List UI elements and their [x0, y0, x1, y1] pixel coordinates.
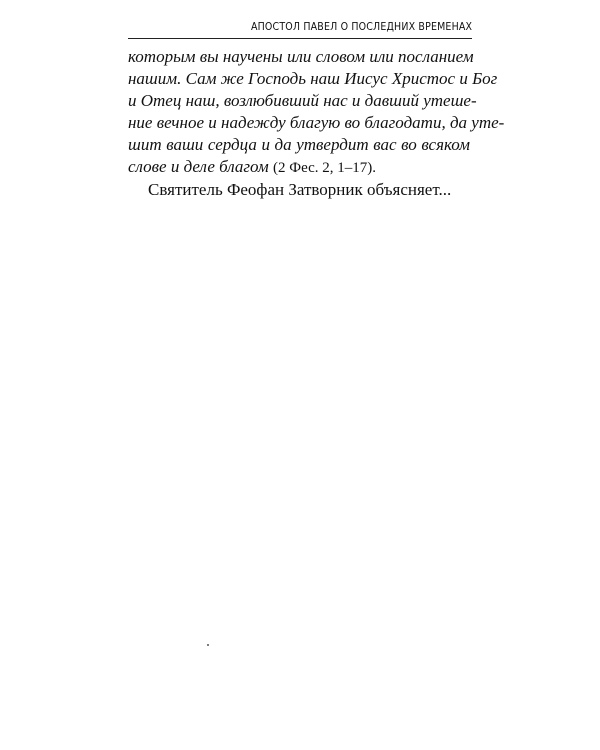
header-rule — [128, 38, 472, 39]
print-speck — [207, 644, 209, 646]
quote-line: ние вечное и надежду благую во благодати, да уте- — [128, 113, 505, 132]
running-head: АПОСТОЛ ПАВЕЛ О ПОСЛЕДНИХ ВРЕМЕНАХ — [250, 20, 472, 33]
paragraph: Святитель Феофан Затворник объясняет... — [148, 180, 452, 199]
body-text — [128, 46, 505, 201]
quote-line: которым вы научены или словом или посланием — [128, 47, 474, 66]
quote-line: нашим. Сам же Господь наш Иисус Христос и Бог — [128, 69, 498, 88]
quote-line: шит ваши сердца и да утвердит вас во всяком — [128, 135, 470, 154]
quote-line-final — [128, 156, 470, 179]
quote-final-text: слове и деле благом — [128, 157, 269, 176]
quote-line: и Отец наш, возлюбивший нас и давший утеше- — [128, 91, 477, 110]
scripture-reference: (2 Фес. 2, 1–17). — [272, 160, 377, 176]
